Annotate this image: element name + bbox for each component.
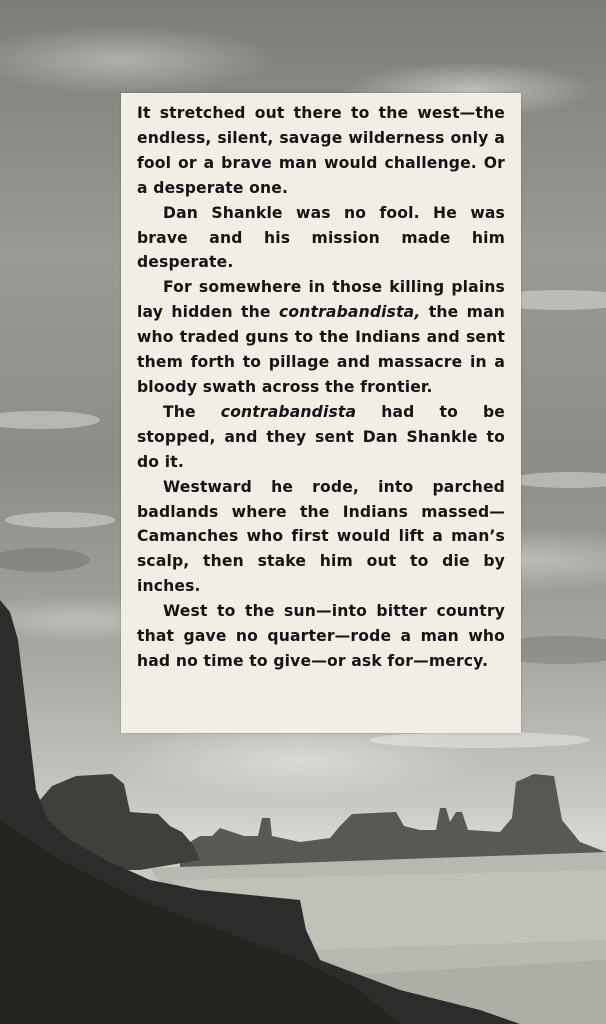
blurb-paragraph-1: It stretched out there to the west—the endless, silent, savage wilderness only a fool or a brave man would challenge. Or a desperate one.	[137, 104, 505, 197]
blurb-paragraph-4	[137, 400, 505, 475]
blurb-italic-word: contrabandista	[220, 402, 357, 421]
blurb-text: had to be stopped, and they sent Dan Shankle to do it.	[137, 402, 506, 471]
blurb-panel	[121, 93, 521, 733]
blurb-paragraph-6: West to the sun—into bitter country that gave no quarter—rode a man who had no time to give—or ask for—mercy.	[137, 602, 505, 670]
blurb-paragraph-5: Westward he rode, into parched badlands where the Indians massed—Camanches who first would lift a man’s scalp, then stake him out to die by inches.	[137, 477, 505, 596]
blurb-paragraph-2: Dan Shankle was no fool. He was brave and his mission made him desperate.	[137, 203, 505, 272]
blurb-text: the man who traded guns to the Indians and sent them forth to pillage and massacre in a bloody swath across the frontier.	[137, 303, 506, 396]
blurb-paragraph-3	[137, 275, 505, 400]
blurb-text: For somewhere in those killing plains lay hidden the	[137, 278, 505, 322]
blurb-text: The	[163, 402, 221, 421]
blurb-italic-word: contrabandista,	[278, 303, 421, 322]
